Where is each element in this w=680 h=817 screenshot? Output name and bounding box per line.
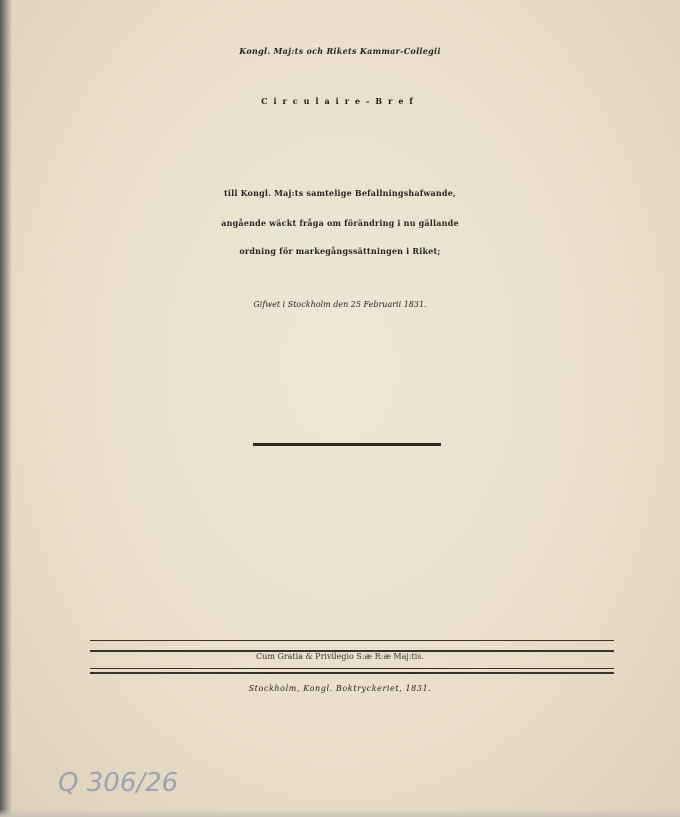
subtitle-line-2: angående wäckt fråga om förändring i nu gällande [221, 218, 459, 228]
subtitle-line-3: ordning för markegångssättningen i Riket; [239, 246, 441, 256]
rule-bottom-thick [90, 672, 614, 674]
page-bottom-edge [0, 809, 680, 817]
page-edge-shadow [0, 0, 12, 817]
subtitle-line-1: till Kongl. Maj:ts samtelige Befallningshafwande, [223, 188, 456, 198]
handwritten-shelfmark: Q 306/26 [58, 768, 179, 798]
privilege-line: Cum Gratia & Privilegio S:æ R:æ Maj:tis. [256, 652, 424, 661]
rule-top-thin [90, 640, 614, 641]
header-line: Kongl. Maj:ts och Rikets Kammar-Collegii [239, 46, 441, 56]
given-date-line: Gifwet i Stockholm den 25 Februarii 1831. [253, 300, 427, 309]
document-title: Circulaire-Bref [261, 96, 419, 106]
imprint-line: Stockholm, Kongl. Boktryckeriet, 1831. [248, 684, 432, 693]
rule-bottom-thin [90, 668, 614, 669]
ornamental-divider [253, 443, 441, 446]
